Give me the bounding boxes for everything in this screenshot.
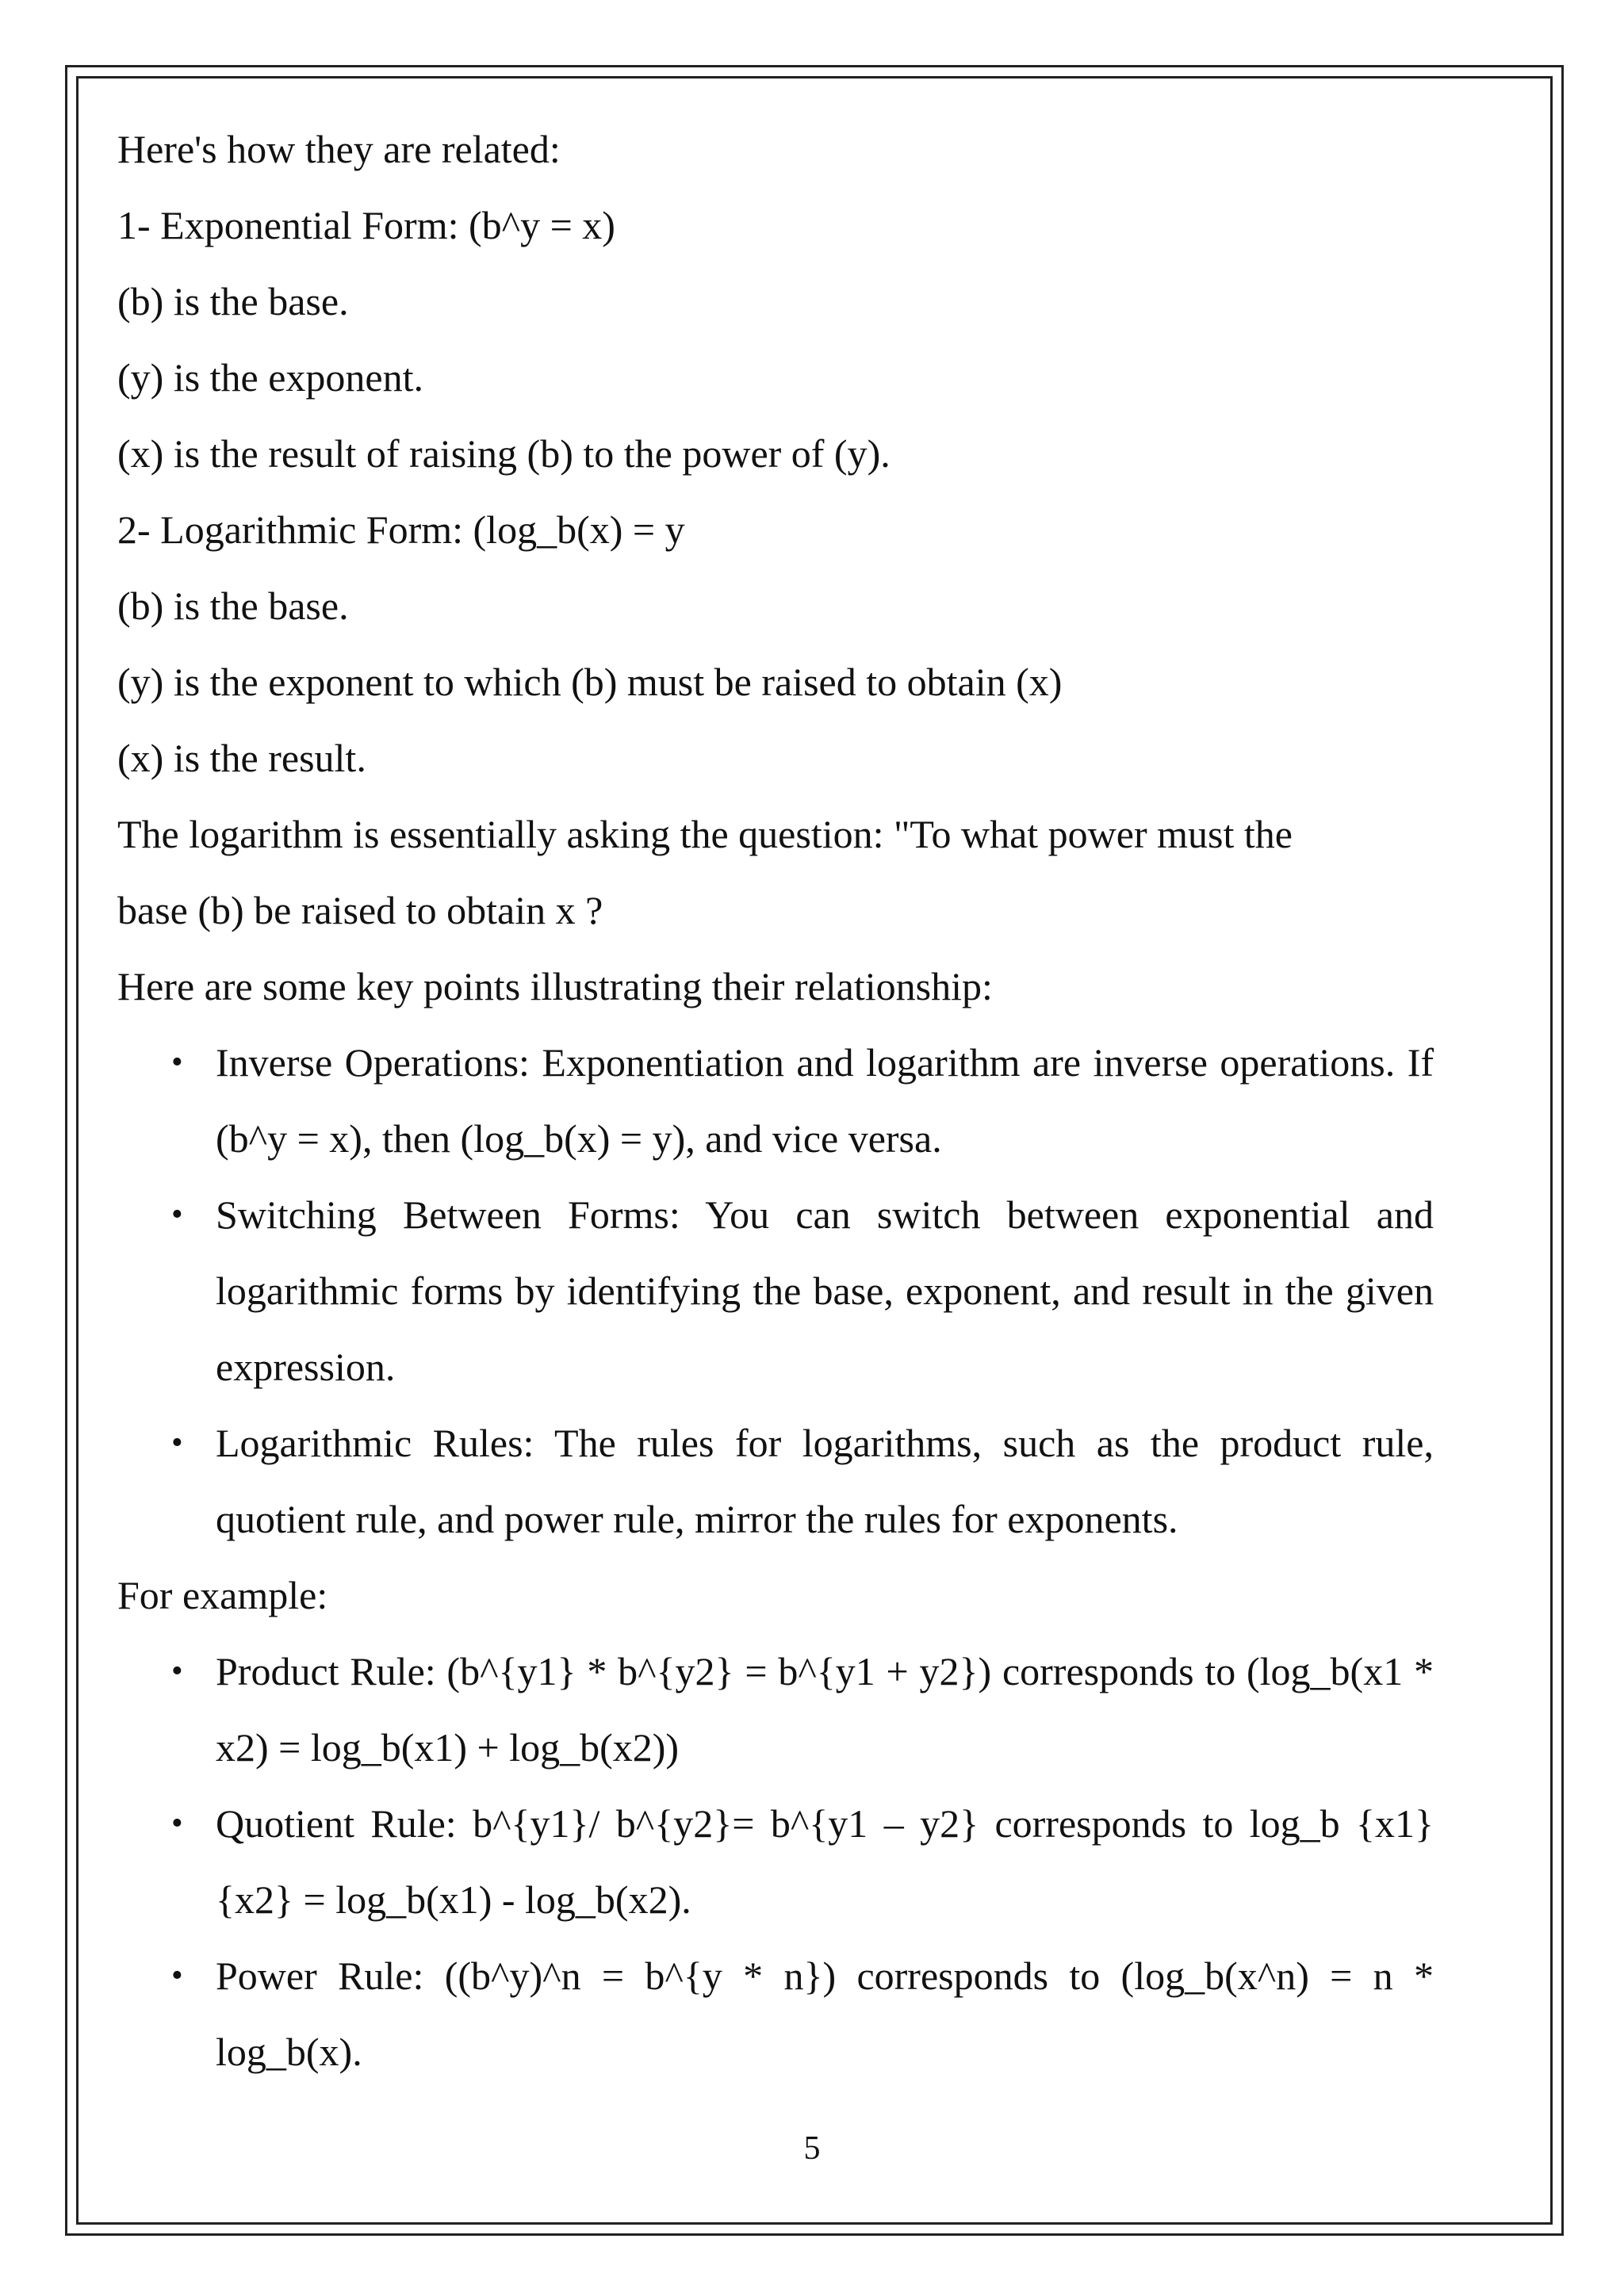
list-item xyxy=(117,1405,1434,1557)
bullet-icon: • xyxy=(171,1044,183,1081)
list-item-text: Product Rule: (b^{y1} * b^{y2} = b^{y1 + y2}) corresponds to (log_b(x1 * x2) = log_b(x1) + log_b(x2)) xyxy=(216,1649,1434,1770)
bullet-icon: • xyxy=(171,1425,183,1461)
exp-result-line: (x) is the result of raising (b) to the power of (y). xyxy=(117,431,891,476)
examples-list xyxy=(117,1633,1434,2090)
question-line-1: The logarithm is essentially asking the question: "To what power must the xyxy=(117,812,1293,856)
list-item xyxy=(117,1785,1434,1938)
page-content xyxy=(117,111,1434,2090)
log-exponent-line: (y) is the exponent to which (b) must be raised to obtain (x) xyxy=(117,660,1063,704)
exponential-form-heading: 1- Exponential Form: (b^y = x) xyxy=(117,203,615,247)
bullet-icon: • xyxy=(171,1957,183,1994)
exp-exponent-line: (y) is the exponent. xyxy=(117,355,424,400)
list-item xyxy=(117,1633,1434,1785)
list-item-text: Logarithmic Rules: The rules for logarithms, such as the product rule, quotient rule, and power rule, mirror the rules for exponents. xyxy=(216,1421,1434,1541)
bullet-icon: • xyxy=(171,1805,183,1842)
page-number: 5 xyxy=(803,2130,821,2167)
list-item-text: Quotient Rule: b^{y1}/ b^{y2}= b^{y1 – y2} corresponds to log_b {x1}{x2} = log_b(x1) - log_b(x2). xyxy=(216,1801,1434,1922)
list-item-text: Power Rule: ((b^y)^n = b^{y * n}) corresponds to (log_b(x^n) = n * log_b(x). xyxy=(216,1954,1434,2074)
for-example-label: For example: xyxy=(117,1573,328,1617)
list-item xyxy=(117,1024,1434,1177)
list-item-text: Inverse Operations: Exponentiation and logarithm are inverse operations. If (b^y = x), then (log_b(x) = y), and vice versa. xyxy=(216,1040,1434,1161)
logarithmic-form-heading: 2- Logarithmic Form: (log_b(x) = y xyxy=(117,507,685,552)
bullet-icon: • xyxy=(171,1653,183,1689)
exp-base-line: (b) is the base. xyxy=(117,279,349,323)
log-base-line: (b) is the base. xyxy=(117,584,349,628)
question-line-2: base (b) be raised to obtain x ? xyxy=(117,888,603,932)
log-result-line: (x) is the result. xyxy=(117,736,366,780)
list-item xyxy=(117,1938,1434,2090)
list-item xyxy=(117,1177,1434,1405)
key-points-list xyxy=(117,1024,1434,1557)
bullet-icon: • xyxy=(171,1196,183,1233)
list-item-text: Switching Between Forms: You can switch between exponential and logarithmic forms by identifying the base, exponent, and result in the given expression. xyxy=(216,1192,1434,1389)
intro-line: Here's how they are related: xyxy=(117,127,561,171)
key-points-intro: Here are some key points illustrating their relationship: xyxy=(117,964,993,1008)
